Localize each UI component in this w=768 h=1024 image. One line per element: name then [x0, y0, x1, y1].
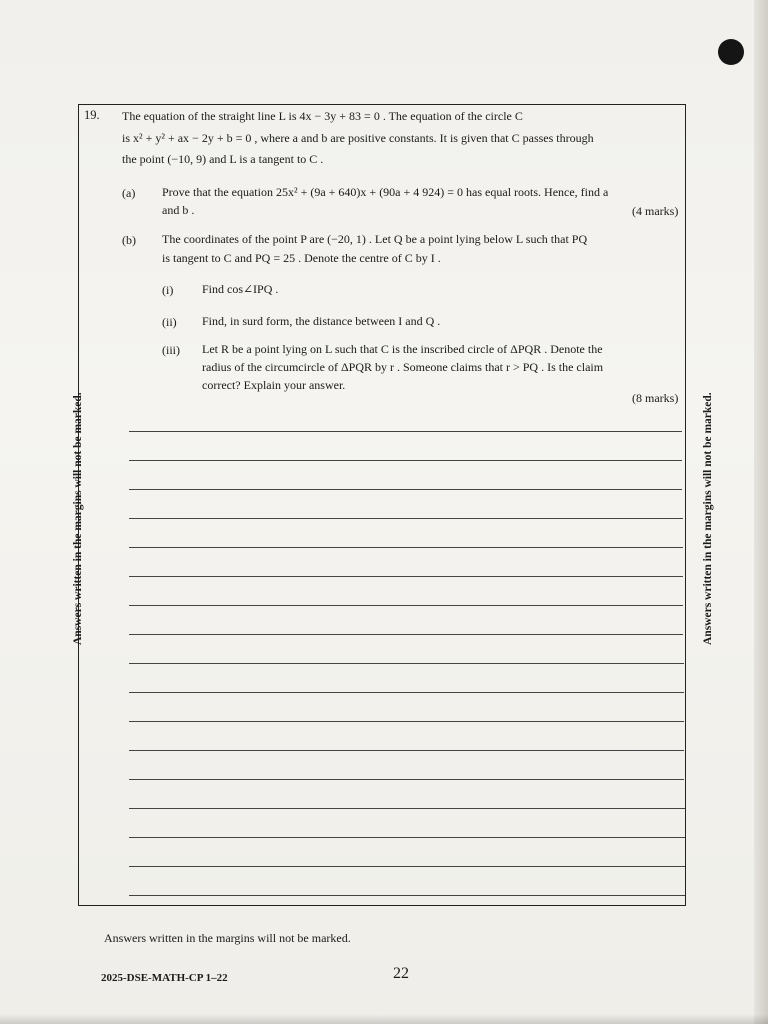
- part-b-ii-text: Find, in surd form, the distance between I and Q .: [202, 314, 441, 328]
- answer-line[interactable]: [129, 518, 683, 519]
- part-b-ii-label: (ii): [162, 315, 177, 329]
- part-b-line-1: The coordinates of the point P are (−20, 1) . Let Q be a point lying below L such that PQ: [162, 232, 588, 246]
- part-b-i-label: (i): [162, 283, 174, 297]
- intro-line-1: The equation of the straight line L is 4x − 3y + 83 = 0 . The equation of the circle C: [122, 109, 523, 123]
- answer-line[interactable]: [129, 460, 682, 461]
- part-a-line-2: and b .: [162, 203, 195, 217]
- part-a-label: (a): [122, 186, 136, 200]
- right-margin-note: Answers written in the margins will not be marked.: [702, 392, 714, 645]
- answer-line[interactable]: [129, 634, 683, 635]
- intro-line-3: the point (−10, 9) and L is a tangent to C .: [122, 152, 324, 166]
- part-b-marks: (8 marks): [632, 391, 679, 405]
- intro-line-2: is x² + y² + ax − 2y + b = 0 , where a and b are positive constants. It is given that C passes through: [122, 131, 594, 145]
- answer-line[interactable]: [129, 895, 685, 896]
- answer-line[interactable]: [129, 866, 685, 867]
- footer-margin-note: Answers written in the margins will not be marked.: [104, 931, 351, 945]
- part-b-iii-line-1: Let R be a point lying on L such that C is the inscribed circle of ΔPQR . Denote the: [202, 342, 603, 356]
- answer-line[interactable]: [129, 692, 684, 693]
- part-b-iii-line-2: radius of the circumcircle of ΔPQR by r . Someone claims that r > PQ . Is the claim: [202, 360, 604, 374]
- page-edge: [754, 0, 768, 1024]
- punch-hole: [718, 39, 744, 65]
- part-b-label: (b): [122, 233, 136, 247]
- question-number: 19.: [84, 108, 100, 122]
- answer-line[interactable]: [129, 547, 683, 548]
- answer-line[interactable]: [129, 605, 683, 606]
- part-a-marks: (4 marks): [632, 204, 679, 218]
- part-b-iii-label: (iii): [162, 343, 180, 357]
- answer-line[interactable]: [129, 721, 684, 722]
- part-b-iii-line-3: correct? Explain your answer.: [202, 378, 346, 392]
- answer-line[interactable]: [129, 431, 682, 432]
- page-number: 22: [393, 965, 409, 982]
- answer-line[interactable]: [129, 779, 684, 780]
- answer-line[interactable]: [129, 489, 682, 490]
- answer-line[interactable]: [129, 837, 685, 838]
- answer-line[interactable]: [129, 750, 684, 751]
- part-b-i-text: Find cos∠IPQ .: [202, 282, 279, 296]
- part-b-line-2: is tangent to C and PQ = 25 . Denote the centre of C by I .: [162, 251, 441, 265]
- left-margin-note: Answers written in the margins will not be marked.: [72, 392, 84, 645]
- question-box: [78, 104, 686, 906]
- page-shadow: [0, 1014, 768, 1024]
- paper-code: 2025-DSE-MATH-CP 1–22: [101, 972, 228, 984]
- answer-line[interactable]: [129, 808, 685, 809]
- answer-line[interactable]: [129, 576, 683, 577]
- answer-line[interactable]: [129, 663, 684, 664]
- part-a-line-1: Prove that the equation 25x² + (9a + 640)x + (90a + 4 924) = 0 has equal roots. Hence, find a: [162, 185, 609, 199]
